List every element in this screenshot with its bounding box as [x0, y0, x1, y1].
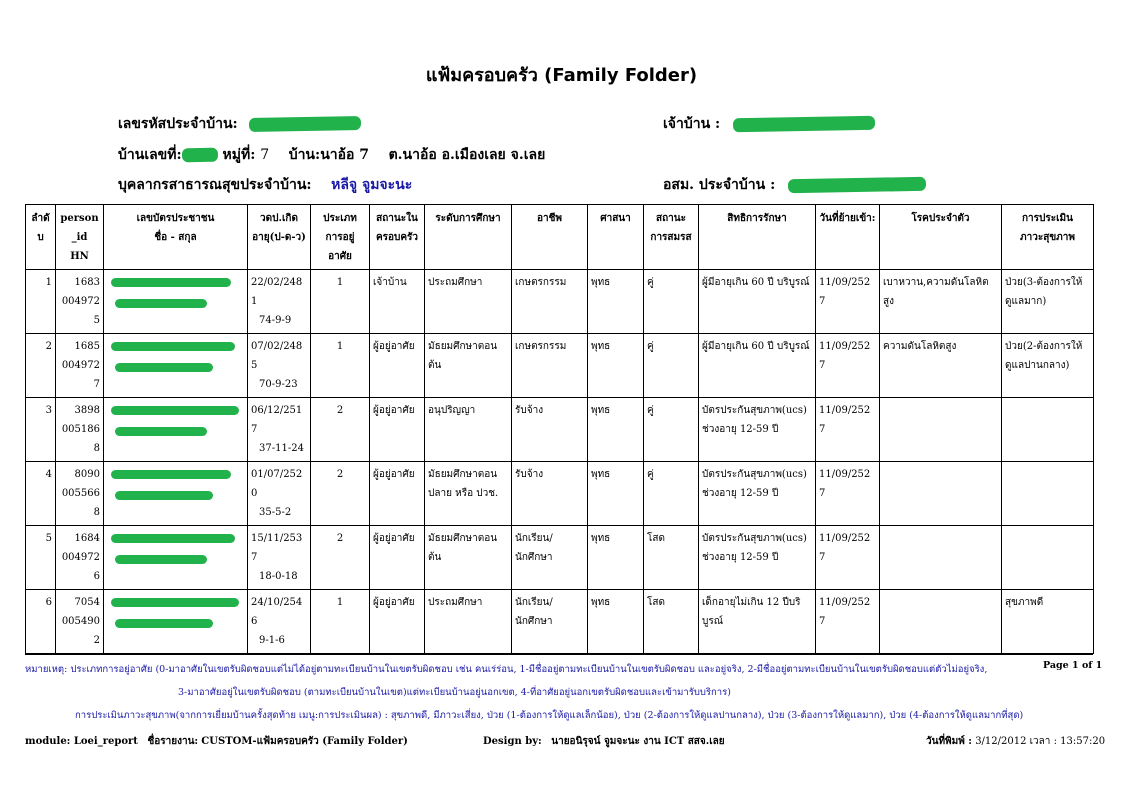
redacted-house-no — [182, 148, 218, 163]
redacted-citizen-id — [111, 598, 239, 607]
redacted-person-name — [115, 619, 213, 628]
cell-pid — [56, 270, 104, 334]
cell-occ — [512, 334, 588, 398]
cell-health — [1002, 398, 1094, 462]
cell-status-text: เจ้าบ้าน — [373, 277, 407, 288]
cell-movein-text: 11/09/2527 — [819, 597, 871, 627]
cell-no-text: 5 — [45, 533, 52, 544]
cell-rel-text: พุทธ — [591, 597, 611, 608]
cell-edu — [425, 526, 512, 590]
redacted-person-name — [115, 299, 207, 308]
column-header-text: เลขบัตรประชาชน — [136, 213, 215, 224]
cell-pid-text: 1685 — [74, 341, 100, 352]
cell-health-text: ป่วย(2-ต้องการให้ดูแลปานกลาง) — [1005, 341, 1083, 371]
cell-mar — [644, 270, 699, 334]
cell-rel — [588, 462, 644, 526]
cell-status — [370, 334, 425, 398]
cell-pid-text: 1683 — [74, 277, 100, 288]
cell-right — [699, 334, 816, 398]
redacted-house-code — [248, 116, 360, 132]
cell-name — [104, 334, 248, 398]
cell-type — [311, 462, 370, 526]
cell-right-text: เด็กอายุไม่เกิน 12 ปีบริบูรณ์ — [702, 597, 801, 627]
cell-pid — [56, 398, 104, 462]
cell-age-text: 70-9-23 — [259, 379, 298, 390]
cell-status — [370, 526, 425, 590]
cell-health — [1002, 270, 1094, 334]
column-header — [425, 205, 512, 270]
cell-type — [311, 398, 370, 462]
cell-type — [311, 334, 370, 398]
redacted-citizen-id — [111, 342, 235, 351]
cell-no — [26, 270, 56, 334]
cell-dob-text: 06/12/2517 — [251, 405, 303, 435]
cell-rel — [588, 334, 644, 398]
cell-disease — [880, 462, 1002, 526]
column-header — [512, 205, 588, 270]
cell-occ-text: เกษตรกรรม — [515, 277, 567, 288]
column-header-text: ภาวะสุขภาพ — [1020, 232, 1075, 243]
cell-occ-text: รับจ้าง — [515, 405, 544, 416]
column-header-text: HN — [70, 251, 89, 262]
redacted-citizen-id — [111, 406, 239, 415]
column-header-text: การสมรส — [650, 232, 692, 243]
cell-mar-text: คู่ — [647, 341, 654, 352]
cell-edu-text: มัธยมศึกษาตอนปลาย หรือ ปวช. — [428, 469, 499, 499]
cell-movein — [816, 590, 880, 654]
column-header — [26, 205, 56, 270]
cell-movein — [816, 462, 880, 526]
redacted-citizen-id — [111, 278, 231, 287]
cell-name — [104, 590, 248, 654]
redacted-person-name — [115, 363, 213, 372]
cell-occ — [512, 270, 588, 334]
column-header — [699, 205, 816, 270]
cell-right-text: บัตรประกันสุขภาพ(ucs) ช่วงอายุ 12-59 ปี — [702, 533, 807, 563]
cell-pid-text: 8090 — [74, 469, 100, 480]
cell-mar-text: คู่ — [647, 405, 654, 416]
cell-mar-text: โสด — [647, 597, 665, 608]
cell-type-text: 1 — [336, 277, 344, 288]
cell-rel-text: พุทธ — [591, 341, 611, 352]
cell-rel — [588, 398, 644, 462]
cell-dob — [248, 590, 311, 654]
cell-rel — [588, 526, 644, 590]
cell-hn-text: 0049727 — [61, 360, 100, 390]
cell-type — [311, 270, 370, 334]
cell-rel-text: พุทธ — [591, 277, 611, 288]
column-header-text: ครอบครัว — [375, 232, 419, 243]
cell-mar — [644, 526, 699, 590]
head-label: เจ้าบ้าน : — [663, 116, 721, 132]
design-info — [483, 734, 725, 749]
cell-no-text: 1 — [45, 277, 52, 288]
cell-edu-text: มัธยมศึกษาตอนต้น — [428, 533, 498, 563]
cell-status-text: ผู้อยู่อาศัย — [373, 469, 415, 480]
cell-movein — [816, 334, 880, 398]
cell-rel-text: พุทธ — [591, 469, 611, 480]
column-header-text: สถานะใน — [376, 213, 418, 224]
cell-occ — [512, 590, 588, 654]
redacted-head-name — [733, 116, 875, 132]
cell-dob — [248, 398, 311, 462]
cell-right-text: บัตรประกันสุขภาพ(ucs) ช่วงอายุ 12-59 ปี — [702, 469, 807, 499]
cell-no — [26, 590, 56, 654]
cell-name — [104, 462, 248, 526]
cell-no-text: 4 — [45, 469, 52, 480]
cell-name — [104, 398, 248, 462]
cell-name — [104, 526, 248, 590]
table-row — [26, 462, 1094, 526]
column-header-text: ชื่อ - สกุล — [154, 232, 197, 243]
cell-pid — [56, 334, 104, 398]
cell-edu — [425, 462, 512, 526]
note-line-1: หมายเหตุ: ประเภทการอยู่อาศัย (0-มาอาศัยในเขตรับผิดชอบแต่ไม่ได้อยู่ตามทะเบียนบ้านในเขตรับผิดชอบ เช่น คนเร่ร่อน, 1-มีชื่ออยู่ตามทะเบียนบ้านในเขตรับผิดชอบ และอยู่จริง, 2-มีชื่ออยู่ตามทะเบียนบ้านในเขตรับผิดชอบแต่ตัวไม่อยู่จริง, — [25, 664, 988, 675]
note-line-3: การประเมินภาวะสุขภาพ(จากการเยี่ยมบ้านครั้งสุดท้าย เมนู:การประเมินผล) : สุขภาพดี, มีภาวะเสี่ยง, ป่วย (1-ต้องการให้ดูแลเล็กน้อย), ป่วย (2-ต้องการให้ดูแลปานกลาง), ป่วย (3-ต้องการให้ดูแลมาก), ป่วย (4-ต้องการให้ดูแลมากที่สุด) — [75, 710, 1024, 721]
cell-dob — [248, 334, 311, 398]
redacted-vhv-name — [788, 177, 926, 193]
cell-mar — [644, 462, 699, 526]
cell-edu-text: มัธยมศึกษาตอนต้น — [428, 341, 498, 371]
cell-edu — [425, 270, 512, 334]
cell-age-text: 35-5-2 — [259, 507, 292, 518]
cell-mar-text: โสด — [647, 533, 665, 544]
column-header-text: วดป.เกิด — [260, 213, 298, 224]
cell-pid — [56, 462, 104, 526]
address-text: ต.นาอ้อ อ.เมืองเลย จ.เลย — [388, 147, 546, 163]
cell-health-text: ป่วย(3-ต้องการให้ดูแลมาก) — [1005, 277, 1083, 307]
cell-disease — [880, 526, 1002, 590]
cell-no — [26, 526, 56, 590]
footer-divider — [25, 654, 1093, 655]
redacted-citizen-id — [111, 534, 235, 543]
column-header — [248, 205, 311, 270]
cell-hn-text: 0049725 — [61, 296, 100, 326]
cell-movein-text: 11/09/2527 — [819, 277, 871, 307]
column-header — [588, 205, 644, 270]
column-header — [644, 205, 699, 270]
column-header-text: สิทธิการรักษา — [727, 213, 787, 224]
column-header — [1002, 205, 1094, 270]
cell-type — [311, 590, 370, 654]
note-line-2: 3-มาอาศัยอยู่ในเขตรับผิดชอบ (ตามทะเบียนบ้านในเขต)แต่ทะเบียนบ้านอยู่นอกเขต, 4-ที่อาศัยอยู่นอกเขตรับผิดชอบและเข้ามารับบริการ) — [178, 687, 731, 698]
staff-value: หลีจู จูมจะนะ — [331, 177, 413, 193]
table-row — [26, 398, 1094, 462]
design-label: Design by: — [483, 736, 542, 747]
cell-occ-text: รับจ้าง — [515, 469, 544, 480]
redacted-person-name — [115, 427, 207, 436]
cell-mar-text: คู่ — [647, 277, 654, 288]
cell-name — [104, 270, 248, 334]
cell-mar — [644, 334, 699, 398]
cell-type-text: 2 — [336, 405, 344, 416]
page-indicator: Page 1 of 1 — [1043, 660, 1103, 671]
cell-dob-text: 01/07/2520 — [251, 469, 303, 499]
cell-hn-text: 0051868 — [61, 424, 100, 454]
column-header-text: ประเภท — [323, 213, 357, 224]
print-info — [926, 734, 1105, 749]
cell-mar — [644, 398, 699, 462]
cell-no — [26, 462, 56, 526]
cell-status-text: ผู้อยู่อาศัย — [373, 597, 415, 608]
house-no-label: บ้านเลขที่: — [118, 147, 182, 163]
cell-health-text: สุขภาพดี — [1005, 597, 1044, 608]
address-row — [118, 144, 545, 166]
house-code-label: เลขรหัสประจำบ้าน: — [118, 116, 238, 132]
staff-label: บุคลากรสาธารณสุขประจำบ้าน: — [118, 177, 312, 193]
column-header-text: วันที่ย้ายเข้า: — [819, 213, 876, 224]
moo-value: 7 — [260, 147, 270, 163]
cell-right — [699, 526, 816, 590]
cell-health — [1002, 462, 1094, 526]
village-label: บ้าน: — [288, 147, 321, 163]
cell-status-text: ผู้อยู่อาศัย — [373, 533, 415, 544]
cell-health — [1002, 526, 1094, 590]
print-label: วันที่พิมพ์ : — [926, 736, 972, 747]
cell-disease-text: ความดันโลหิตสูง — [883, 341, 957, 352]
cell-rel-text: พุทธ — [591, 405, 611, 416]
design-value: นายอนิรุจน์ จูมจะนะ งาน ICT สสจ.เลย — [551, 736, 725, 747]
house-code-row — [118, 113, 361, 135]
cell-dob-text: 15/11/2537 — [251, 533, 303, 563]
column-header — [370, 205, 425, 270]
cell-disease-text: เบาหวาน,ความดันโลหิตสูง — [883, 277, 989, 307]
cell-type-text: 2 — [336, 469, 344, 480]
column-header-text: person_id — [60, 213, 99, 243]
cell-disease — [880, 334, 1002, 398]
column-header — [104, 205, 248, 270]
cell-movein-text: 11/09/2527 — [819, 469, 871, 499]
column-header-text: โรคประจำตัว — [911, 213, 970, 224]
table-row — [26, 334, 1094, 398]
cell-movein — [816, 526, 880, 590]
cell-edu — [425, 590, 512, 654]
cell-hn-text: 0055668 — [61, 488, 100, 518]
cell-occ — [512, 526, 588, 590]
cell-mar — [644, 590, 699, 654]
redacted-person-name — [115, 555, 207, 564]
cell-edu-text: ประถมศึกษา — [428, 597, 483, 608]
column-header-text: การประเมิน — [1022, 213, 1073, 224]
cell-status — [370, 462, 425, 526]
cell-disease — [880, 270, 1002, 334]
report-label: ชื่อรายงาน: — [147, 736, 199, 747]
cell-right — [699, 462, 816, 526]
column-header-text: ศาสนา — [600, 213, 631, 224]
cell-pid — [56, 590, 104, 654]
staff-row — [118, 174, 412, 196]
cell-disease — [880, 590, 1002, 654]
column-header-text: อาชีพ — [537, 213, 562, 224]
head-row — [663, 113, 875, 135]
redacted-citizen-id — [111, 470, 231, 479]
village-value: นาอ้อ 7 — [320, 147, 370, 163]
cell-occ — [512, 462, 588, 526]
redacted-person-name — [115, 491, 213, 500]
cell-occ-text: เกษตรกรรม — [515, 341, 567, 352]
cell-right — [699, 270, 816, 334]
cell-movein-text: 11/09/2527 — [819, 533, 871, 563]
cell-rel — [588, 270, 644, 334]
cell-health — [1002, 334, 1094, 398]
cell-age-text: 9-1-6 — [259, 635, 285, 646]
cell-age-text: 37-11-24 — [259, 443, 304, 454]
column-header-text: สถานะ — [656, 213, 686, 224]
cell-status — [370, 590, 425, 654]
cell-dob — [248, 462, 311, 526]
print-value: 3/12/2012 เวลา : 13:57:20 — [975, 736, 1106, 747]
cell-dob — [248, 270, 311, 334]
cell-dob-text: 22/02/2481 — [251, 277, 303, 307]
table-body — [26, 270, 1094, 654]
cell-type — [311, 526, 370, 590]
cell-hn-text: 0054902 — [61, 616, 100, 646]
cell-no-text: 2 — [45, 341, 52, 352]
cell-no — [26, 398, 56, 462]
cell-rel-text: พุทธ — [591, 533, 611, 544]
cell-dob-text: 07/02/2485 — [251, 341, 303, 371]
cell-disease — [880, 398, 1002, 462]
cell-movein — [816, 270, 880, 334]
cell-edu — [425, 398, 512, 462]
page-title: แฟ้มครอบครัว (Family Folder) — [425, 65, 698, 86]
cell-occ-text: นักเรียน/นักศึกษา — [515, 597, 553, 627]
cell-edu — [425, 334, 512, 398]
module-label: module: Loei_report — [25, 736, 138, 747]
cell-right-text: บัตรประกันสุขภาพ(ucs) ช่วงอายุ 12-59 ปี — [702, 405, 807, 435]
cell-age-text: 18-0-18 — [259, 571, 298, 582]
cell-pid — [56, 526, 104, 590]
cell-movein — [816, 398, 880, 462]
table-row — [26, 270, 1094, 334]
column-header — [56, 205, 104, 270]
cell-right-text: ผู้มีอายุเกิน 60 ปี บริบูรณ์ — [702, 277, 810, 288]
cell-type-text: 1 — [336, 341, 344, 352]
vhv-row — [663, 174, 926, 196]
column-header-text: ลำดับ — [31, 213, 50, 243]
cell-right — [699, 590, 816, 654]
cell-no-text: 6 — [45, 597, 52, 608]
column-header — [880, 205, 1002, 270]
cell-no-text: 3 — [45, 405, 52, 416]
module-info — [25, 734, 408, 749]
table-row — [26, 526, 1094, 590]
cell-pid-text: 3898 — [74, 405, 100, 416]
cell-right — [699, 398, 816, 462]
cell-no — [26, 334, 56, 398]
cell-edu-text: อนุปริญญา — [428, 405, 476, 416]
cell-age-text: 74-9-9 — [259, 315, 292, 326]
table-header-row — [26, 205, 1094, 270]
cell-occ-text: นักเรียน/นักศึกษา — [515, 533, 553, 563]
column-header-text: ระดับการศึกษา — [435, 213, 501, 224]
cell-type-text: 1 — [336, 597, 344, 608]
cell-type-text: 2 — [336, 533, 344, 544]
cell-hn-text: 0049726 — [61, 552, 100, 582]
column-header — [816, 205, 880, 270]
cell-status — [370, 270, 425, 334]
cell-dob — [248, 526, 311, 590]
column-header-text: การอยู่อาศัย — [325, 232, 355, 262]
cell-dob-text: 24/10/2546 — [251, 597, 303, 627]
column-header — [311, 205, 370, 270]
family-table — [25, 204, 1094, 654]
cell-pid-text: 1684 — [74, 533, 100, 544]
moo-label: หมู่ที่: — [222, 147, 256, 163]
cell-pid-text: 7054 — [74, 597, 100, 608]
cell-movein-text: 11/09/2527 — [819, 341, 871, 371]
cell-edu-text: ประถมศึกษา — [428, 277, 483, 288]
vhv-label: อสม. ประจำบ้าน : — [663, 177, 776, 193]
cell-occ — [512, 398, 588, 462]
cell-health — [1002, 590, 1094, 654]
cell-right-text: ผู้มีอายุเกิน 60 ปี บริบูรณ์ — [702, 341, 810, 352]
table-row — [26, 590, 1094, 654]
cell-movein-text: 11/09/2527 — [819, 405, 871, 435]
cell-rel — [588, 590, 644, 654]
cell-status-text: ผู้อยู่อาศัย — [373, 405, 415, 416]
cell-mar-text: คู่ — [647, 469, 654, 480]
report-value: CUSTOM-แฟ้มครอบครัว (Family Folder) — [201, 736, 408, 747]
cell-status — [370, 398, 425, 462]
column-header-text: อายุ(ป-ด-ว) — [252, 232, 306, 243]
cell-status-text: ผู้อยู่อาศัย — [373, 341, 415, 352]
